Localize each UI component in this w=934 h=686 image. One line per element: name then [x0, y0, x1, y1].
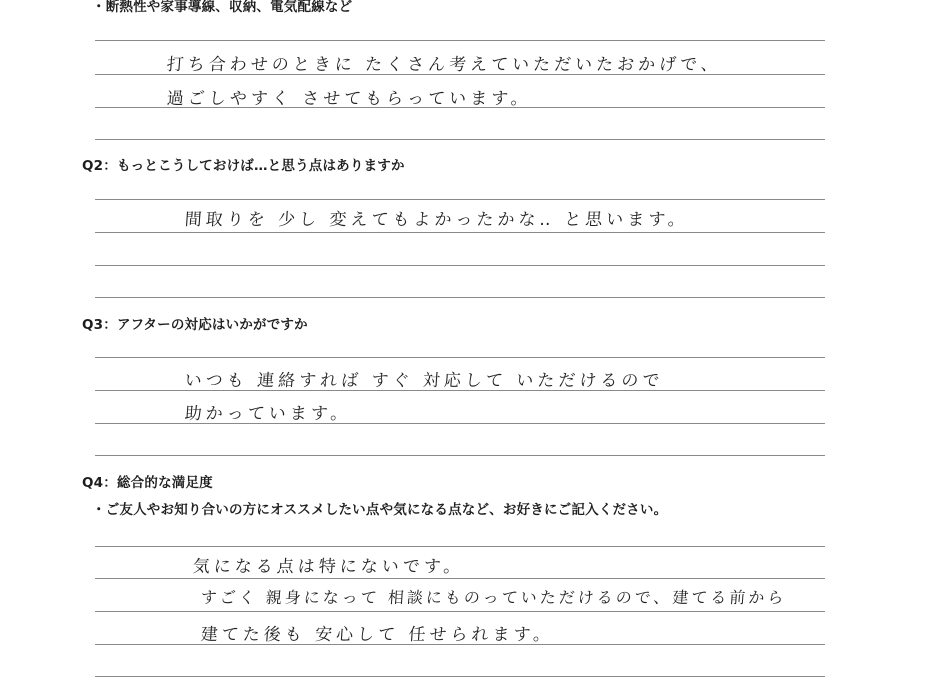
question-q4: Q4：総合的な満足度: [82, 475, 213, 491]
ruled-line: [95, 265, 825, 266]
ruled-line: [95, 74, 825, 75]
q3-answer-line-2: 助かっています。: [184, 404, 353, 424]
question-q3: Q3：アフターの対応はいかがですか: [82, 317, 308, 333]
ruled-line: [95, 232, 825, 233]
ruled-line: [95, 139, 825, 140]
ruled-line: [95, 611, 825, 612]
ruled-line: [95, 107, 825, 108]
ruled-line: [95, 578, 825, 579]
ruled-line: [95, 546, 825, 547]
ruled-line: [95, 199, 825, 200]
q3-answer-line-1: いつも 連絡すれば すぐ 対応して いただけるので: [184, 371, 665, 391]
q4-answer-line-1: 気になる点は特にないです。: [192, 557, 466, 577]
ruled-line: [95, 676, 825, 677]
ruled-line: [95, 357, 825, 358]
ruled-line: [95, 297, 825, 298]
ruled-line: [95, 40, 825, 41]
ruled-line: [95, 423, 825, 424]
q4-instruction: ・ご友人やお知り合いの方にオススメしたい点や気になる点など、お好きにご記入ください。: [92, 502, 668, 518]
ruled-line: [95, 390, 825, 391]
subheading-insulation-wiring: ・断熱性や家事導線、収納、電気配線など: [92, 0, 353, 15]
question-q2: Q2：もっとこうしておけば…と思う点はありますか: [82, 158, 405, 174]
answer-line-1: 打ち合わせのときに たくさん考えていただいたおかげで、: [166, 55, 723, 75]
q2-answer-line-1: 間取りを 少し 変えてもよかったかな‥ と思います。: [184, 210, 690, 230]
ruled-line: [95, 644, 825, 645]
q4-answer-line-3: 建てた後も 安心して 任せられます。: [200, 625, 555, 645]
answer-line-2: 過ごしやすく させてもらっています。: [166, 89, 533, 109]
q4-answer-line-2: すごく 親身になって 相談にものっていただけるので、建てる前から: [200, 588, 788, 607]
ruled-line: [95, 455, 825, 456]
